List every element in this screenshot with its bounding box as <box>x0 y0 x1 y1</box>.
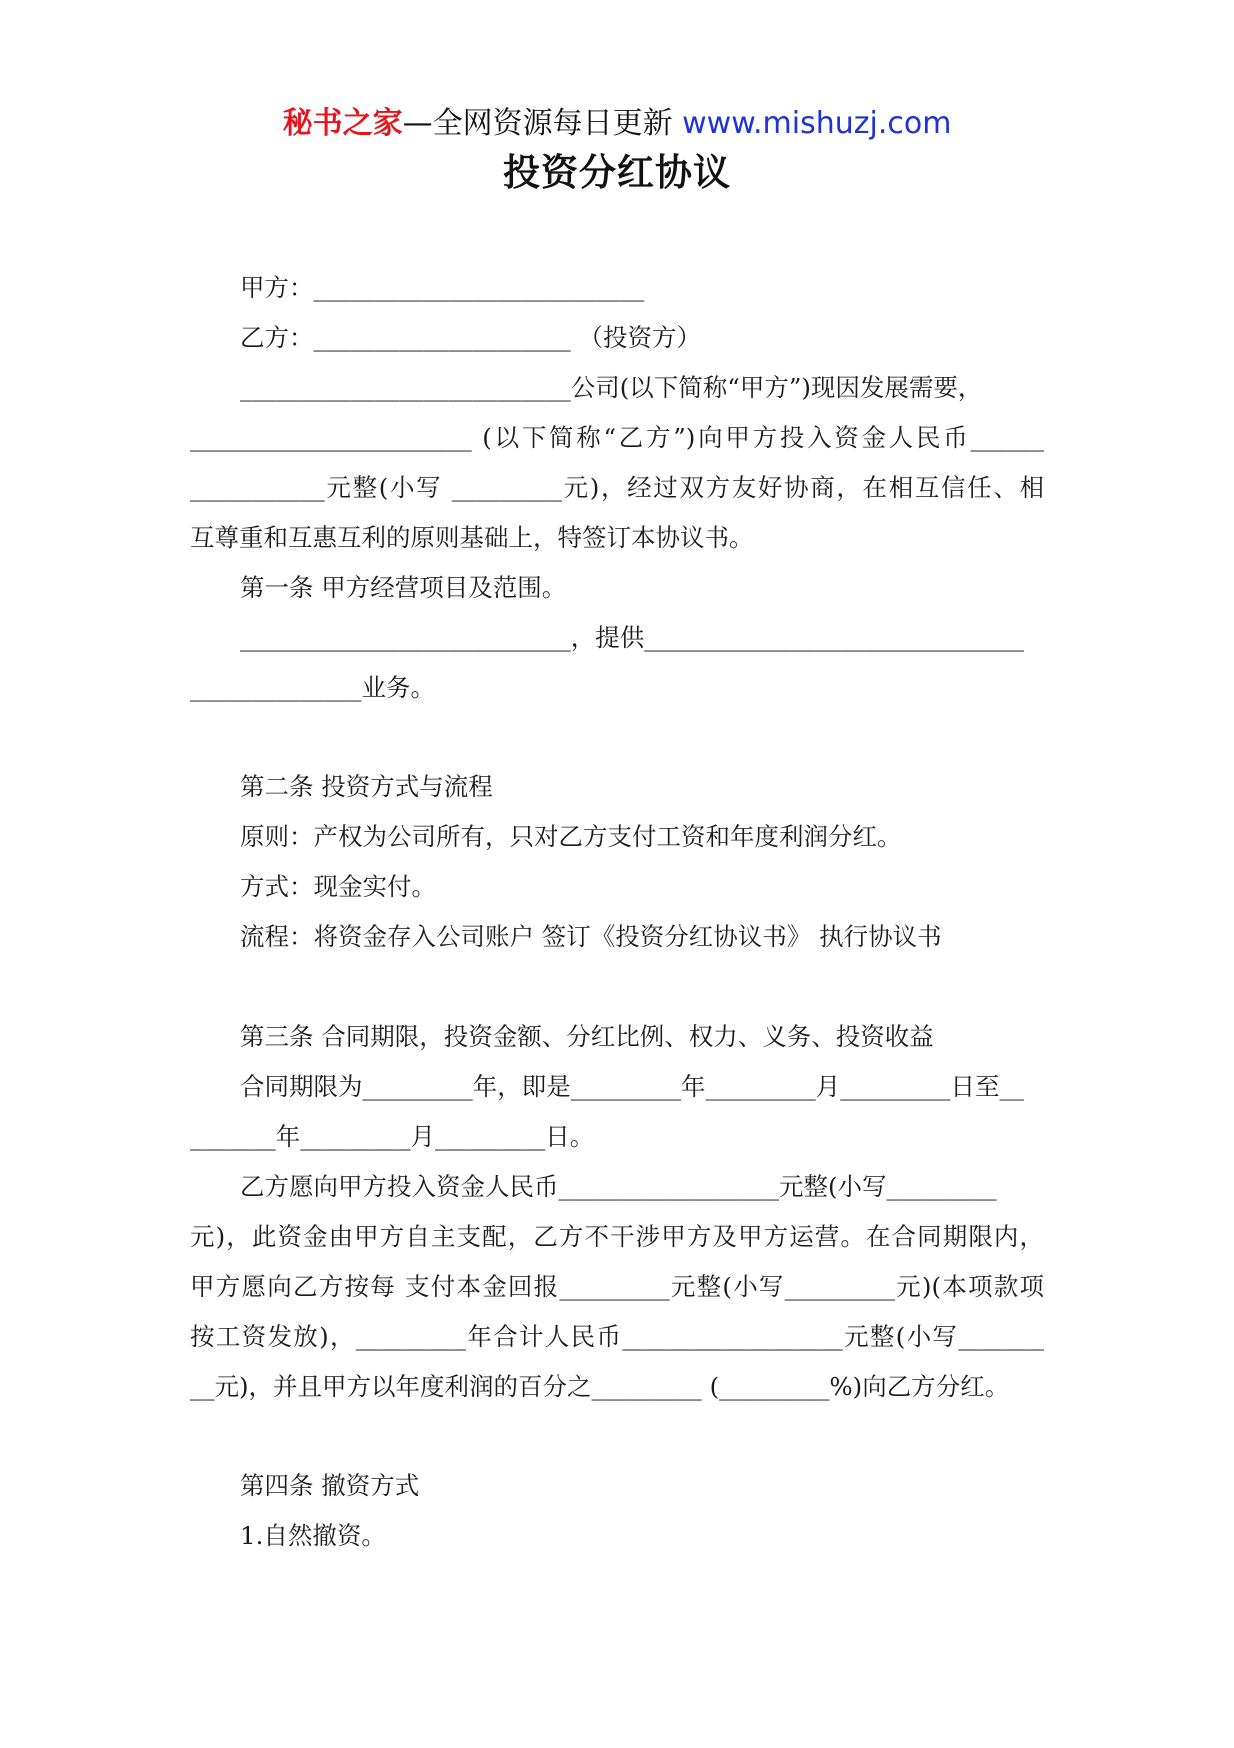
article-3-line-2: _______年_________月_________日。 <box>190 1122 595 1151</box>
banner-slogan: —全网资源每日更新 <box>402 106 673 141</box>
article-4-item-1: 1.自然撤资。 <box>240 1521 386 1550</box>
article-3-line-3: 乙方愿向甲方投入资金人民币__________________元整(小写_________ <box>240 1172 997 1201</box>
article-2-principle: 原则：产权为公司所有，只对乙方支付工资和年度利润分红。 <box>240 822 902 851</box>
article-3-line-4: 元)，此资金由甲方自主支配，乙方不干涉甲方及甲方运营。在合同期限内， <box>190 1222 1044 1251</box>
article-2-process: 流程：将资金存入公司账户 签订《投资分红协议书》 执行协议书 <box>240 922 942 951</box>
article-4-heading: 第四条 撤资方式 <box>240 1471 420 1500</box>
article-1-line-2: ______________业务。 <box>190 673 435 702</box>
party-b-line: 乙方：_____________________ （投资方） <box>240 323 702 352</box>
article-1-line-1: ___________________________，提供_______________________________ <box>240 623 1024 652</box>
article-3-heading: 第三条 合同期限，投资金额、分红比例、权力、义务、投资收益 <box>240 1022 934 1051</box>
article-2-heading: 第二条 投资方式与流程 <box>240 772 493 801</box>
article-3-line-6: 按工资发放)，_________年合计人民币__________________元整(小写_______ <box>190 1322 1044 1351</box>
article-1-heading: 第一条 甲方经营项目及范围。 <box>240 573 567 602</box>
article-3-line-5: 甲方愿向乙方按每 支付本金回报_________元整(小写_________元)(本项款项 <box>190 1272 1044 1301</box>
site-url-link[interactable]: www.mishuzj.com <box>682 106 952 141</box>
party-a-line: 甲方：___________________________ <box>240 273 645 302</box>
article-2-method: 方式：现金实付。 <box>240 872 436 901</box>
site-banner <box>0 101 1234 147</box>
document-title: 投资分红协议 <box>503 151 731 194</box>
intro-paragraph-line-4: 互尊重和互惠互利的原则基础上，特签订本协议书。 <box>190 523 754 552</box>
brand-name: 秘书之家 <box>282 106 403 141</box>
article-3-line-7: __元)，并且甲方以年度利润的百分之_________ (_________%)向乙方分红。 <box>190 1372 1010 1401</box>
article-3-line-1: 合同期限为_________年，即是_________年_________月_________日至__ <box>240 1072 1024 1101</box>
intro-paragraph-line-1: ___________________________公司(以下简称“甲方”)现因发展需要， <box>240 373 983 402</box>
intro-paragraph-line-2: _______________________ (以下简称“乙方”)向甲方投入资金人民币______ <box>190 423 1044 452</box>
intro-paragraph-line-3: ___________元整(小写 _________元)，经过双方友好协商，在相互信任、相 <box>190 473 1044 502</box>
